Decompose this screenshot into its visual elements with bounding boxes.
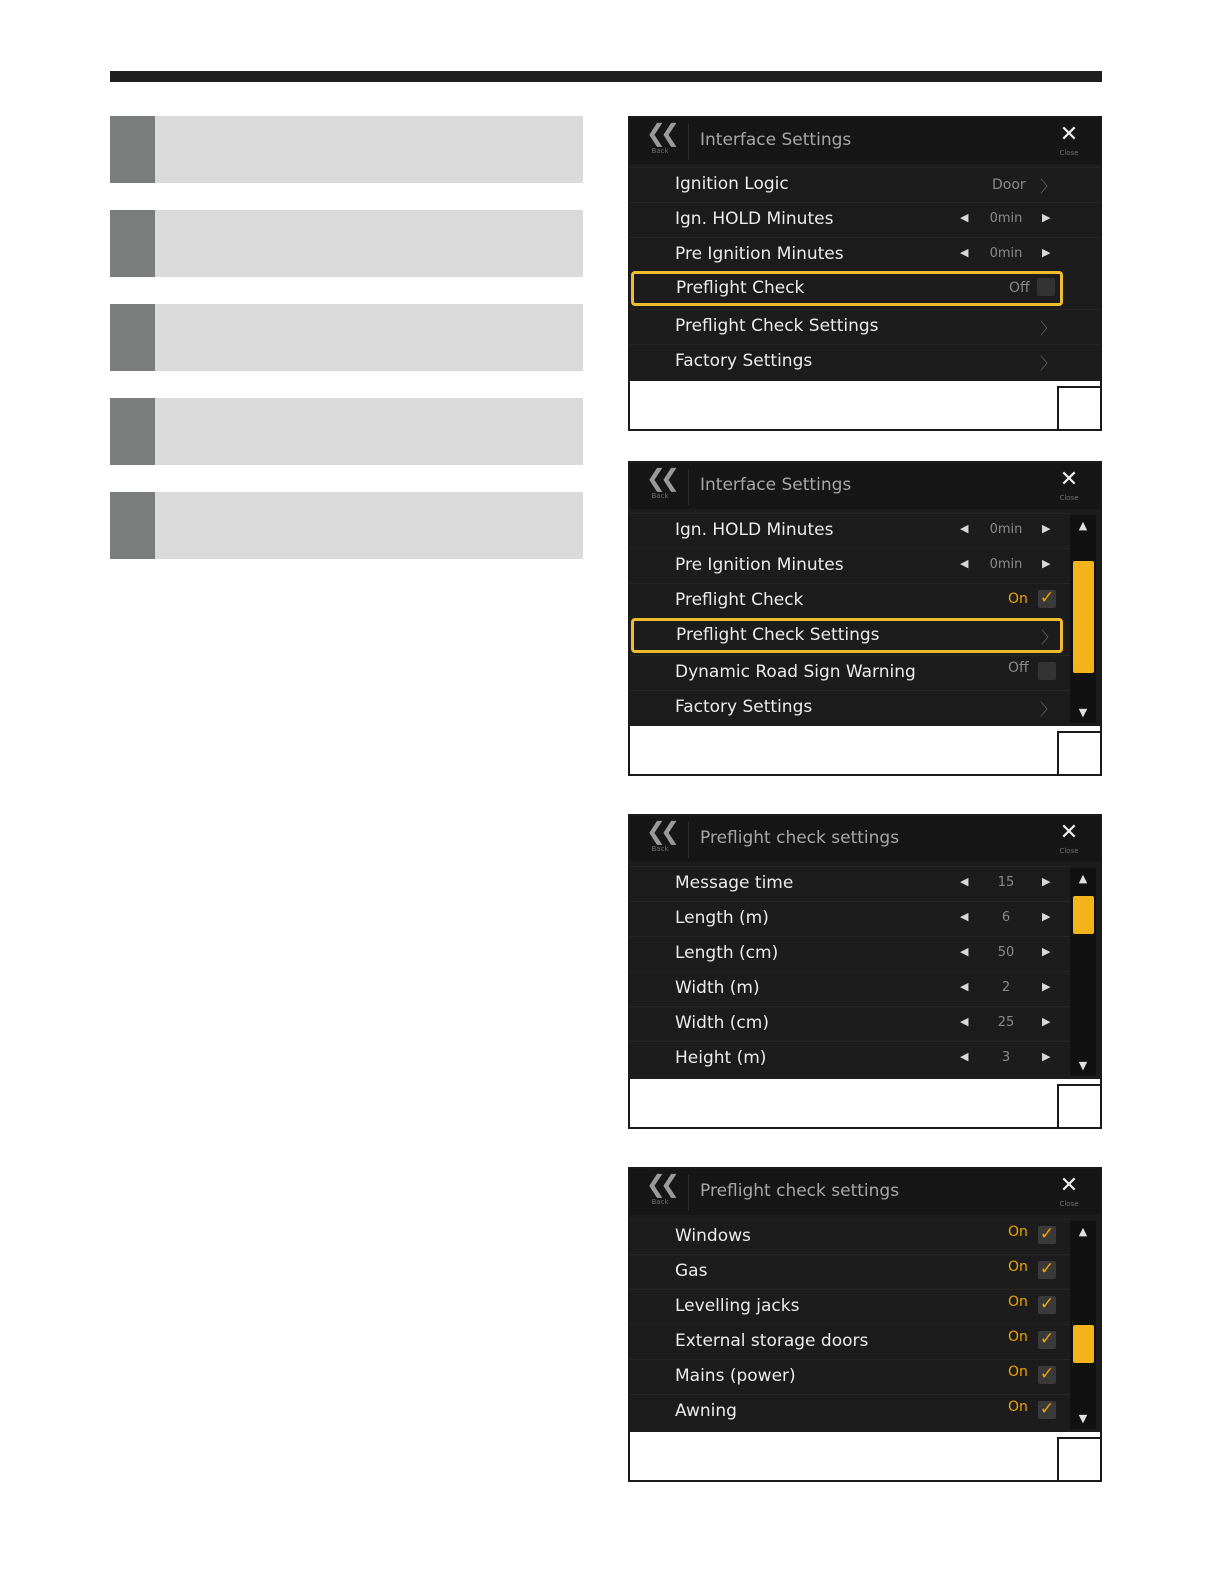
checkmark-icon[interactable]: ✓ xyxy=(1039,1259,1055,1279)
screen-header xyxy=(630,1169,1100,1215)
increase-button[interactable]: ▶ xyxy=(1042,1015,1051,1028)
screen-header xyxy=(630,816,1100,862)
step-box-1 xyxy=(110,116,583,183)
top-rule xyxy=(110,71,1102,82)
decrease-button[interactable]: ◀ xyxy=(960,211,969,224)
screen-title: Preflight check settings xyxy=(700,828,900,848)
checkmark-icon[interactable]: ✓ xyxy=(1039,1399,1055,1419)
triangle-up-icon[interactable]: ▲ xyxy=(1078,872,1088,885)
double-chevron-left-icon: ❮❮ xyxy=(645,464,675,492)
screen-title: Preflight check settings xyxy=(700,1181,900,1201)
settings-screen xyxy=(630,118,1100,381)
row-message-time: Message time ◀ 15 ▶ xyxy=(630,866,1070,901)
toggle-state: On xyxy=(1008,591,1028,607)
row-width-m: Width (m) ◀ 2 ▶ xyxy=(630,971,1070,1006)
step-tab xyxy=(110,116,155,183)
scrollbar[interactable] xyxy=(1070,515,1096,723)
settings-screen xyxy=(630,816,1100,1079)
toggle-state: On xyxy=(1008,1294,1028,1310)
double-chevron-left-icon: ❮❮ xyxy=(645,1170,675,1198)
toggle-state: On xyxy=(1008,1329,1028,1345)
stepper-value: 0min xyxy=(989,211,1023,226)
stepper-value: 6 xyxy=(1001,910,1011,925)
step-tab xyxy=(110,398,155,465)
settings-screen xyxy=(630,1169,1100,1432)
scroll-thumb[interactable] xyxy=(1073,896,1094,934)
chevron-right-icon: 〉 xyxy=(1041,628,1058,647)
row-preflight-check-settings-highlighted[interactable]: Preflight Check Settings 〉 xyxy=(631,618,1063,653)
stepper-value: 0min xyxy=(989,246,1023,261)
back-button[interactable]: ❮❮ Back xyxy=(638,120,682,162)
step-number-box xyxy=(1057,386,1100,429)
row-pre-ignition-minutes: Pre Ignition Minutes ◀ 0min ▶ xyxy=(630,237,1100,272)
back-button[interactable]: ❮❮ Back xyxy=(638,465,682,507)
chevron-right-icon: 〉 xyxy=(1040,177,1057,196)
toggle-state: On xyxy=(1008,1259,1028,1275)
decrease-button[interactable]: ◀ xyxy=(960,945,969,958)
increase-button[interactable]: ▶ xyxy=(1042,522,1051,535)
step-number-box xyxy=(1057,1437,1100,1480)
header-divider xyxy=(688,124,689,160)
step-box-3 xyxy=(110,304,583,371)
checkmark-icon[interactable]: ✓ xyxy=(1039,1294,1055,1314)
header-divider xyxy=(688,822,689,858)
screenshot-panel-1 xyxy=(628,116,1102,431)
row-length-cm: Length (cm) ◀ 50 ▶ xyxy=(630,936,1070,971)
row-ign-hold-minutes: Ign. HOLD Minutes ◀ 0min ▶ xyxy=(630,202,1100,237)
row-preflight-check-highlighted[interactable]: Preflight Check Off xyxy=(631,271,1063,306)
step-box-4 xyxy=(110,398,583,465)
decrease-button[interactable]: ◀ xyxy=(960,557,969,570)
screenshot-panel-4 xyxy=(628,1167,1102,1482)
row-dynamic-road-sign-warning[interactable]: Dynamic Road Sign Warning Off xyxy=(630,655,1070,690)
close-button[interactable]: ✕ Close xyxy=(1052,820,1086,860)
triangle-down-icon[interactable]: ▼ xyxy=(1078,1412,1088,1425)
chevron-right-icon: 〉 xyxy=(1040,700,1057,719)
screen-title: Interface Settings xyxy=(700,475,852,495)
toggle-state: On xyxy=(1008,1399,1028,1415)
step-number-box xyxy=(1057,1084,1100,1127)
increase-button[interactable]: ▶ xyxy=(1042,557,1051,570)
checkmark-icon[interactable]: ✓ xyxy=(1039,1224,1055,1244)
row-preflight-check-settings[interactable]: Preflight Check Settings 〉 xyxy=(630,309,1100,344)
row-pre-ignition-minutes: Pre Ignition Minutes ◀ 0min ▶ xyxy=(630,548,1070,583)
row-value: Door xyxy=(992,177,1026,193)
stepper-value: 25 xyxy=(997,1015,1015,1030)
row-awning[interactable]: Awning On ✓ xyxy=(630,1394,1070,1429)
back-button[interactable]: ❮❮ Back xyxy=(638,1171,682,1213)
close-x-icon: ✕ xyxy=(1059,1173,1079,1198)
close-button[interactable]: ✕ Close xyxy=(1052,122,1086,162)
caption-strip xyxy=(630,381,1100,427)
double-chevron-left-icon: ❮❮ xyxy=(645,817,675,845)
scrollbar[interactable] xyxy=(1070,1221,1096,1429)
decrease-button[interactable]: ◀ xyxy=(960,1015,969,1028)
settings-screen xyxy=(630,463,1100,726)
chevron-right-icon: 〉 xyxy=(1040,354,1057,373)
chevron-right-icon: 〉 xyxy=(1040,319,1057,338)
stepper-value: 3 xyxy=(1001,1050,1011,1065)
step-tab xyxy=(110,492,155,559)
row-ign-hold-minutes: Ign. HOLD Minutes ◀ 0min ▶ xyxy=(630,513,1070,548)
increase-button[interactable]: ▶ xyxy=(1042,1050,1051,1063)
screen-header xyxy=(630,463,1100,509)
close-x-icon: ✕ xyxy=(1059,467,1079,492)
screenshot-panel-3 xyxy=(628,814,1102,1129)
row-factory-settings[interactable]: Factory Settings 〉 xyxy=(630,344,1100,379)
toggle-state: Off xyxy=(1008,660,1029,676)
caption-strip xyxy=(630,1079,1100,1125)
row-mains-power[interactable]: Mains (power) On ✓ xyxy=(630,1359,1070,1394)
decrease-button[interactable]: ◀ xyxy=(960,910,969,923)
increase-button[interactable]: ▶ xyxy=(1042,875,1051,888)
back-button[interactable]: ❮❮ Back xyxy=(638,818,682,860)
triangle-up-icon[interactable]: ▲ xyxy=(1078,519,1088,532)
stepper-value: 15 xyxy=(997,875,1015,890)
step-number-box xyxy=(1057,731,1100,774)
toggle-state: On xyxy=(1008,1364,1028,1380)
increase-button[interactable]: ▶ xyxy=(1042,980,1051,993)
checkmark-icon[interactable]: ✓ xyxy=(1039,588,1055,608)
increase-button[interactable]: ▶ xyxy=(1042,910,1051,923)
decrease-button[interactable]: ◀ xyxy=(960,980,969,993)
scroll-thumb[interactable] xyxy=(1073,1325,1094,1363)
triangle-down-icon[interactable]: ▼ xyxy=(1078,1059,1088,1072)
decrease-button[interactable]: ◀ xyxy=(960,246,969,259)
screen-title: Interface Settings xyxy=(700,130,852,150)
increase-button[interactable]: ▶ xyxy=(1042,945,1051,958)
increase-button[interactable]: ▶ xyxy=(1042,211,1051,224)
header-divider xyxy=(688,1175,689,1211)
row-length-m: Length (m) ◀ 6 ▶ xyxy=(630,901,1070,936)
close-button[interactable]: ✕ Close xyxy=(1052,1173,1086,1213)
toggle-state: On xyxy=(1008,1224,1028,1240)
checkmark-icon[interactable]: ✓ xyxy=(1039,1329,1055,1349)
step-tab xyxy=(110,304,155,371)
caption-strip xyxy=(630,726,1100,772)
row-width-cm: Width (cm) ◀ 25 ▶ xyxy=(630,1006,1070,1041)
close-button[interactable]: ✕ Close xyxy=(1052,467,1086,507)
increase-button[interactable]: ▶ xyxy=(1042,246,1051,259)
stepper-value: 2 xyxy=(1001,980,1011,995)
decrease-button[interactable]: ◀ xyxy=(960,522,969,535)
row-ignition-logic[interactable]: Ignition Logic Door 〉 xyxy=(630,167,1100,202)
close-x-icon: ✕ xyxy=(1059,820,1079,845)
toggle-state: Off xyxy=(1009,280,1030,296)
step-tab xyxy=(110,210,155,277)
row-external-storage-doors[interactable]: External storage doors On ✓ xyxy=(630,1324,1070,1359)
row-height-m: Height (m) ◀ 3 ▶ xyxy=(630,1041,1070,1076)
row-preflight-check[interactable]: Preflight Check On ✓ xyxy=(630,583,1070,618)
screenshot-panel-2 xyxy=(628,461,1102,776)
row-windows[interactable]: Windows On ✓ xyxy=(630,1219,1070,1254)
screen-header xyxy=(630,118,1100,164)
decrease-button[interactable]: ◀ xyxy=(960,1050,969,1063)
header-divider xyxy=(688,469,689,505)
checkmark-icon[interactable]: ✓ xyxy=(1039,1364,1055,1384)
stepper-value: 0min xyxy=(989,557,1023,572)
row-factory-settings[interactable]: Factory Settings 〉 xyxy=(630,690,1070,725)
triangle-up-icon[interactable]: ▲ xyxy=(1078,1225,1088,1238)
triangle-down-icon[interactable]: ▼ xyxy=(1078,706,1088,719)
scroll-thumb[interactable] xyxy=(1073,561,1094,673)
step-box-2 xyxy=(110,210,583,277)
close-x-icon: ✕ xyxy=(1059,122,1079,147)
stepper-value: 0min xyxy=(989,522,1023,537)
caption-strip xyxy=(630,1432,1100,1478)
step-box-5 xyxy=(110,492,583,559)
scrollbar[interactable] xyxy=(1070,868,1096,1076)
row-gas[interactable]: Gas On ✓ xyxy=(630,1254,1070,1289)
row-levelling-jacks[interactable]: Levelling jacks On ✓ xyxy=(630,1289,1070,1324)
stepper-value: 50 xyxy=(997,945,1015,960)
decrease-button[interactable]: ◀ xyxy=(960,875,969,888)
double-chevron-left-icon: ❮❮ xyxy=(645,119,675,147)
toggle-checkbox[interactable] xyxy=(1037,278,1055,296)
toggle-checkbox[interactable] xyxy=(1038,662,1056,680)
